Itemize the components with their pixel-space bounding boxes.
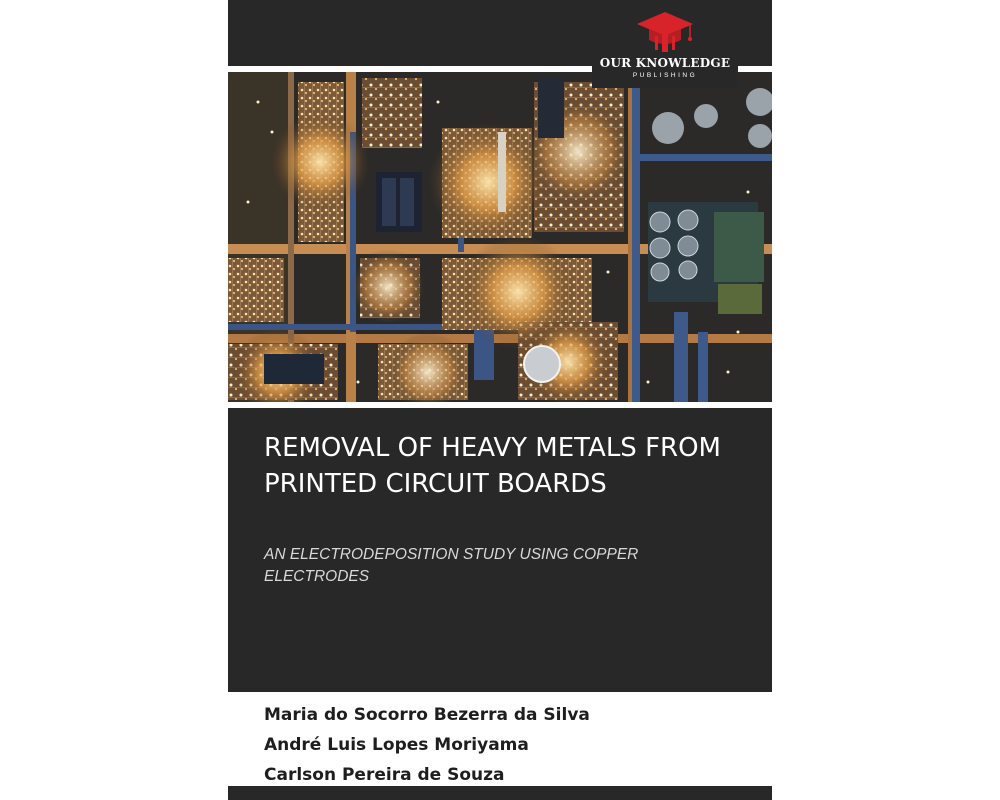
author-name: Maria do Socorro Bezerra da Silva [264,705,590,725]
book-title: REMOVAL OF HEAVY METALS FROM PRINTED CIRCUIT BOARDS [264,433,721,499]
graduation-cap-icon [635,10,695,56]
cover-photo [228,72,772,402]
author-name: Carlson Pereira de Souza [264,765,505,785]
book-subtitle: AN ELECTRODEPOSITION STUDY USING COPPER ELECTRODES [264,546,639,585]
title-band [228,408,772,692]
author-name: André Luis Lopes Moriyama [264,735,529,755]
bottom-band [228,786,772,800]
industrial-plant-aerial-photo [228,72,772,402]
book-cover [228,0,772,800]
publisher-subtitle: PUBLISHING [632,72,698,79]
publisher-name: OUR KNOWLEDGE [599,56,731,70]
publisher-logo [592,6,738,88]
author-list [264,700,764,790]
